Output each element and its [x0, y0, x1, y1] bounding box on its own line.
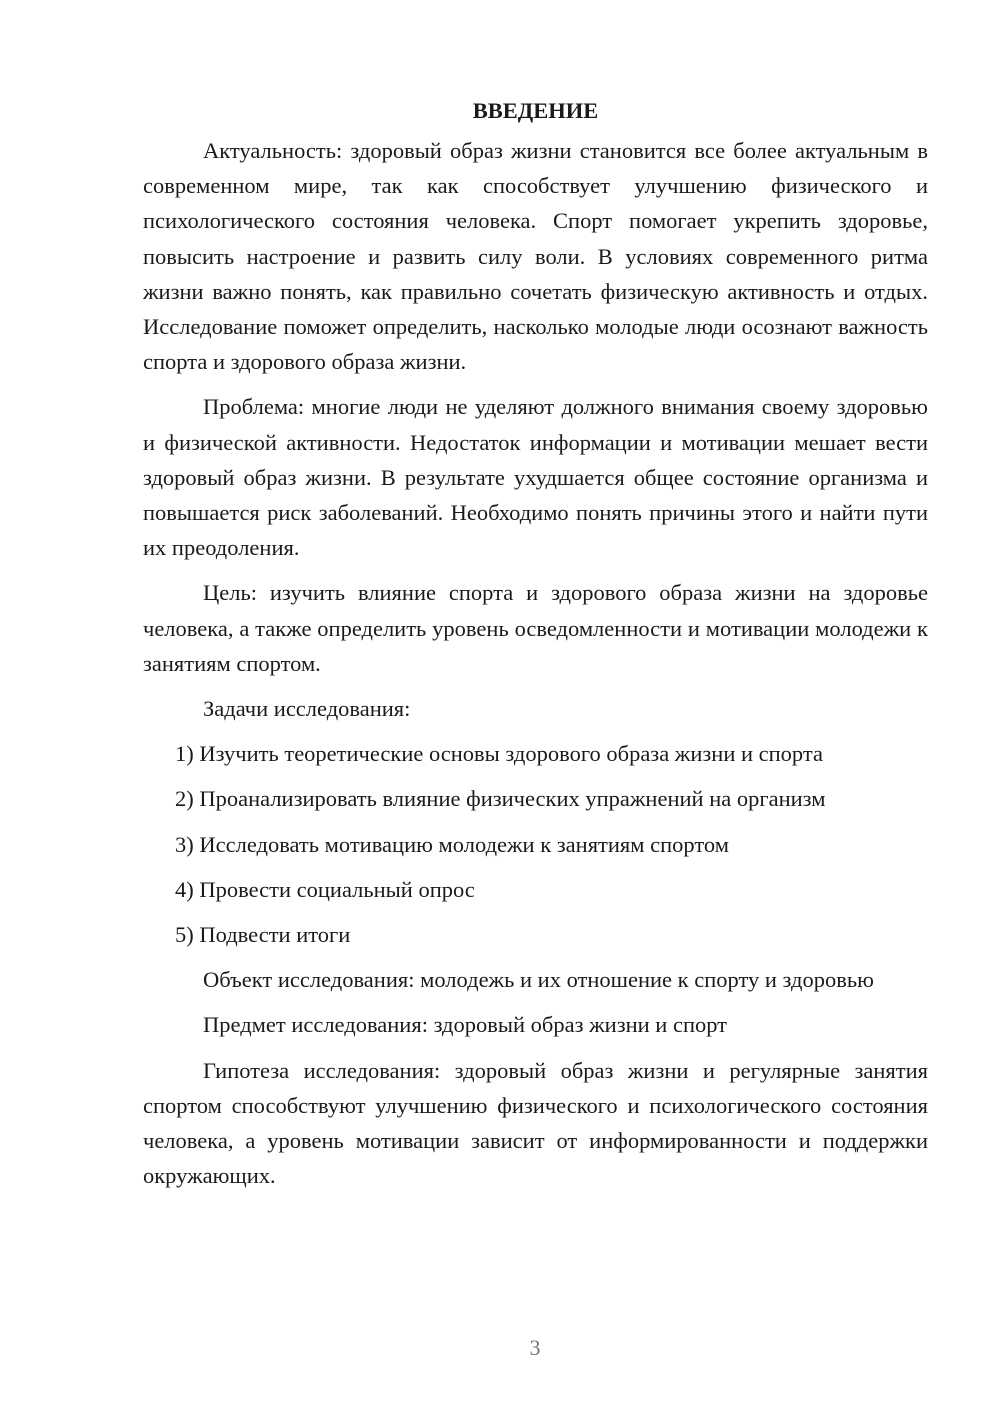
- list-item: 1) Изучить теоретические основы здорового образа жизни и спорта: [175, 741, 823, 767]
- hypothesis-paragraph: Гипотеза исследования: здоровый образ жизни и регулярные занятия спортом способствуют улучшению физического и психологического состояния человека, а уровень мотивации зависит от информированности и поддержки окружающих.: [143, 1057, 928, 1189]
- goal-paragraph: Цель: изучить влияние спорта и здорового образа жизни на здоровье человека, а также определить уровень осведомленности и мотивации молодежи к занятиям спортом.: [143, 580, 928, 676]
- object-paragraph: Объект исследования: молодежь и их отношение к спорту и здоровью: [203, 967, 874, 993]
- relevance-paragraph: Актуальность: здоровый образ жизни становится все более актуальным в современном мире, так как способствует улучшению физического и психологического состояния человека. Спорт помогает укрепить здоровье, повысить настроение и развить силу воли. В условиях современного ритма жизни важно понять, как правильно сочетать физическую активность и отдых. Исследование поможет определить, насколько молодые люди осознают важность спорта и здорового образа жизни.: [143, 138, 928, 375]
- list-item: 4) Провести социальный опрос: [175, 876, 475, 902]
- list-item: 2) Проанализировать влияние физических упражнений на организм: [175, 786, 826, 812]
- page-number: 3: [529, 1335, 541, 1360]
- page-title: ВВЕДЕНИЕ: [472, 98, 599, 123]
- page-content: [143, 93, 928, 1203]
- tasks-title: Задачи исследования:: [203, 696, 411, 722]
- subject-paragraph: Предмет исследования: здоровый образ жизни и спорт: [203, 1012, 728, 1038]
- list-item: 3) Исследовать мотивацию молодежи к занятиям спортом: [175, 831, 729, 857]
- list-item: 5) Подвести итоги: [175, 922, 351, 948]
- tasks-list: [143, 736, 928, 952]
- problem-paragraph: Проблема: многие люди не уделяют должного внимания своему здоровью и физической активности. Недостаток информации и мотивации мешает вести здоровый образ жизни. В результате ухудшается общее состояние организма и повышается риск заболеваний. Необходимо понять причины этого и найти пути их преодоления.: [143, 394, 928, 561]
